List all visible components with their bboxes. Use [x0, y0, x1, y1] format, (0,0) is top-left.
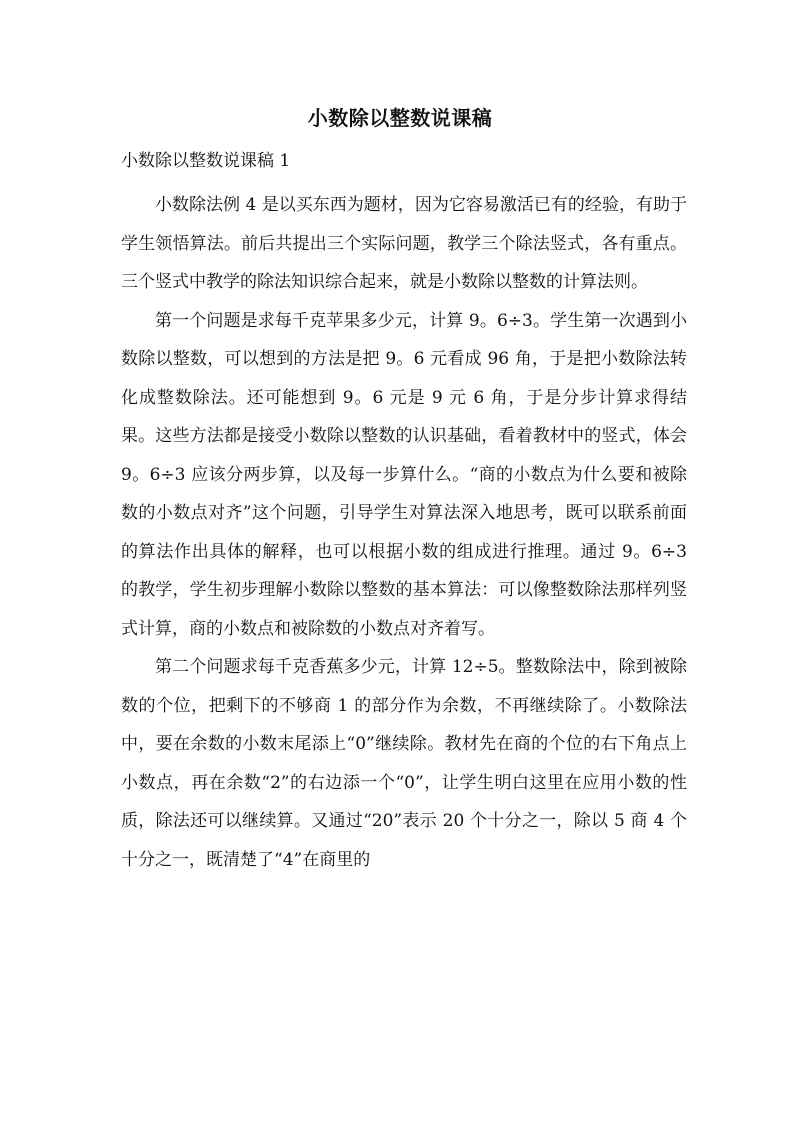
paragraph-3: 第二个问题求每千克香蕉多少元，计算 12÷5。整数除法中，除到被除数的个位，把剩下的不够商 1 的部分作为余数，不再继续除了。小数除法中，要在余数的小数末尾添上“0”继续除。教材先在商的个位的右下角点上小数点，再在余数“2”的右边添一个“0”，让学生明白这里在应用小数的性质，除法还可以继续算。又通过“20”表示 20 个十分之一，除以 5 商 4 个十分之一，既清楚了“4”在商里的: [121, 657, 687, 870]
document-title: 小数除以整数说课稿: [307, 106, 493, 130]
paragraph-1: 小数除法例 4 是以买东西为题材，因为它容易激活已有的经验，有助于学生领悟算法。前后共提出三个实际问题，教学三个除法竖式，各有重点。三个竖式中教学的除法知识综合起来，就是小数除以整数的计算法则。: [121, 195, 687, 292]
paragraph-2: 第一个问题是求每千克苹果多少元，计算 9。6÷3。学生第一次遇到小数除以整数，可以想到的方法是把 9。6 元看成 96 角，于是把小数除法转化成整数除法。还可能想到 9。6 元是 9 元 6 角，于是分步计算求得结果。这些方法都是接受小数除以整数的认识基础，看着教材中的竖式，体会 9。6÷3 应该分两步算，以及每一步算什么。“商的小数点为什么要和被除数的小数点对齐”这个问题，引导学生对算法深入地思考，既可以联系前面的算法作出具体的解释，也可以根据小数的组成进行推理。通过 9。6÷3 的教学，学生初步理解小数除以整数的基本算法：可以像整数除法那样列竖式计算，商的小数点和被除数的小数点对齐着写。: [121, 310, 687, 639]
document-body: [121, 186, 687, 879]
document-subtitle: 小数除以整数说课稿 1: [121, 151, 291, 171]
